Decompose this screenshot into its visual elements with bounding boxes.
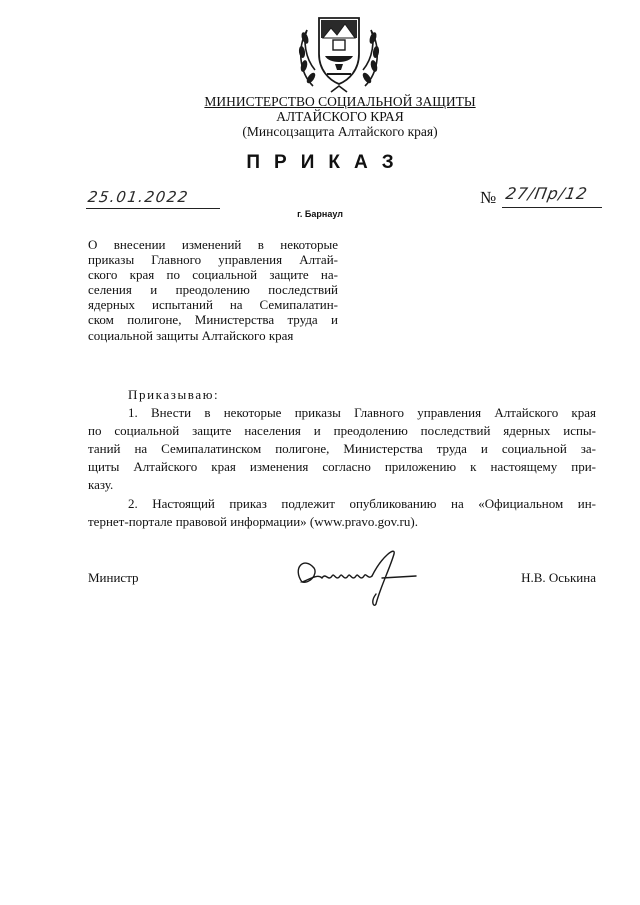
city-label: г. Барнаул (297, 209, 343, 219)
signer-name: Н.В. Оськина (521, 570, 596, 585)
body-line: 2. Настоящий приказ подлежит опубликованию на «Официальном ин- (128, 495, 596, 511)
coat-of-arms-icon (293, 8, 385, 96)
body-line: казу. (88, 477, 114, 493)
signature-block (88, 570, 596, 590)
body-line: тернет-портале правовой информации» (www.pravo.gov.ru). (88, 513, 418, 529)
number-sign: № (480, 188, 497, 207)
body-line: таний на Семипалатинском полигоне, Министерства труда и социальной за- (88, 441, 596, 457)
order-intro: Приказываю: (128, 387, 220, 402)
order-date-field (86, 190, 220, 209)
subject-line: селения и преодолению последствий (88, 282, 338, 298)
subject-line: социальной защиты Алтайского края (88, 327, 294, 343)
ministry-header (160, 94, 520, 139)
order-body (88, 386, 596, 531)
subject-line: О внесении изменений в некоторые (88, 237, 338, 252)
subject-line: ского края по социальной защите на- (88, 267, 338, 283)
document-title: ПРИКАЗ (246, 152, 408, 173)
order-number: 27/Пр/12 (504, 184, 590, 203)
order-date: 25.01.2022 (86, 188, 191, 206)
body-line: по социальной защите населения и преодолению последствий ядерных испы- (88, 423, 596, 439)
number-underline (502, 207, 602, 208)
signer-position: Министр (88, 570, 139, 585)
body-line: щиты Алтайского края изменения согласно приложению к настоящему при- (88, 459, 596, 475)
order-number-field (480, 186, 602, 208)
subject-line: приказы Главного управления Алтай- (88, 252, 338, 268)
ministry-name-line1: МИНИСТЕРСТВО СОЦИАЛЬНОЙ ЗАЩИТЫ (204, 94, 476, 109)
subject-line: ядерных испытаний на Семипалатин- (88, 297, 338, 313)
ministry-name-line2: АЛТАЙСКОГО КРАЯ (276, 109, 404, 124)
body-line: 1. Внести в некоторые приказы Главного управления Алтайского края (128, 405, 596, 421)
order-subject (88, 237, 338, 343)
ministry-short-name: (Минсоцзащита Алтайского края) (242, 124, 438, 139)
subject-line: ском полигоне, Министерства труда и (88, 312, 338, 328)
